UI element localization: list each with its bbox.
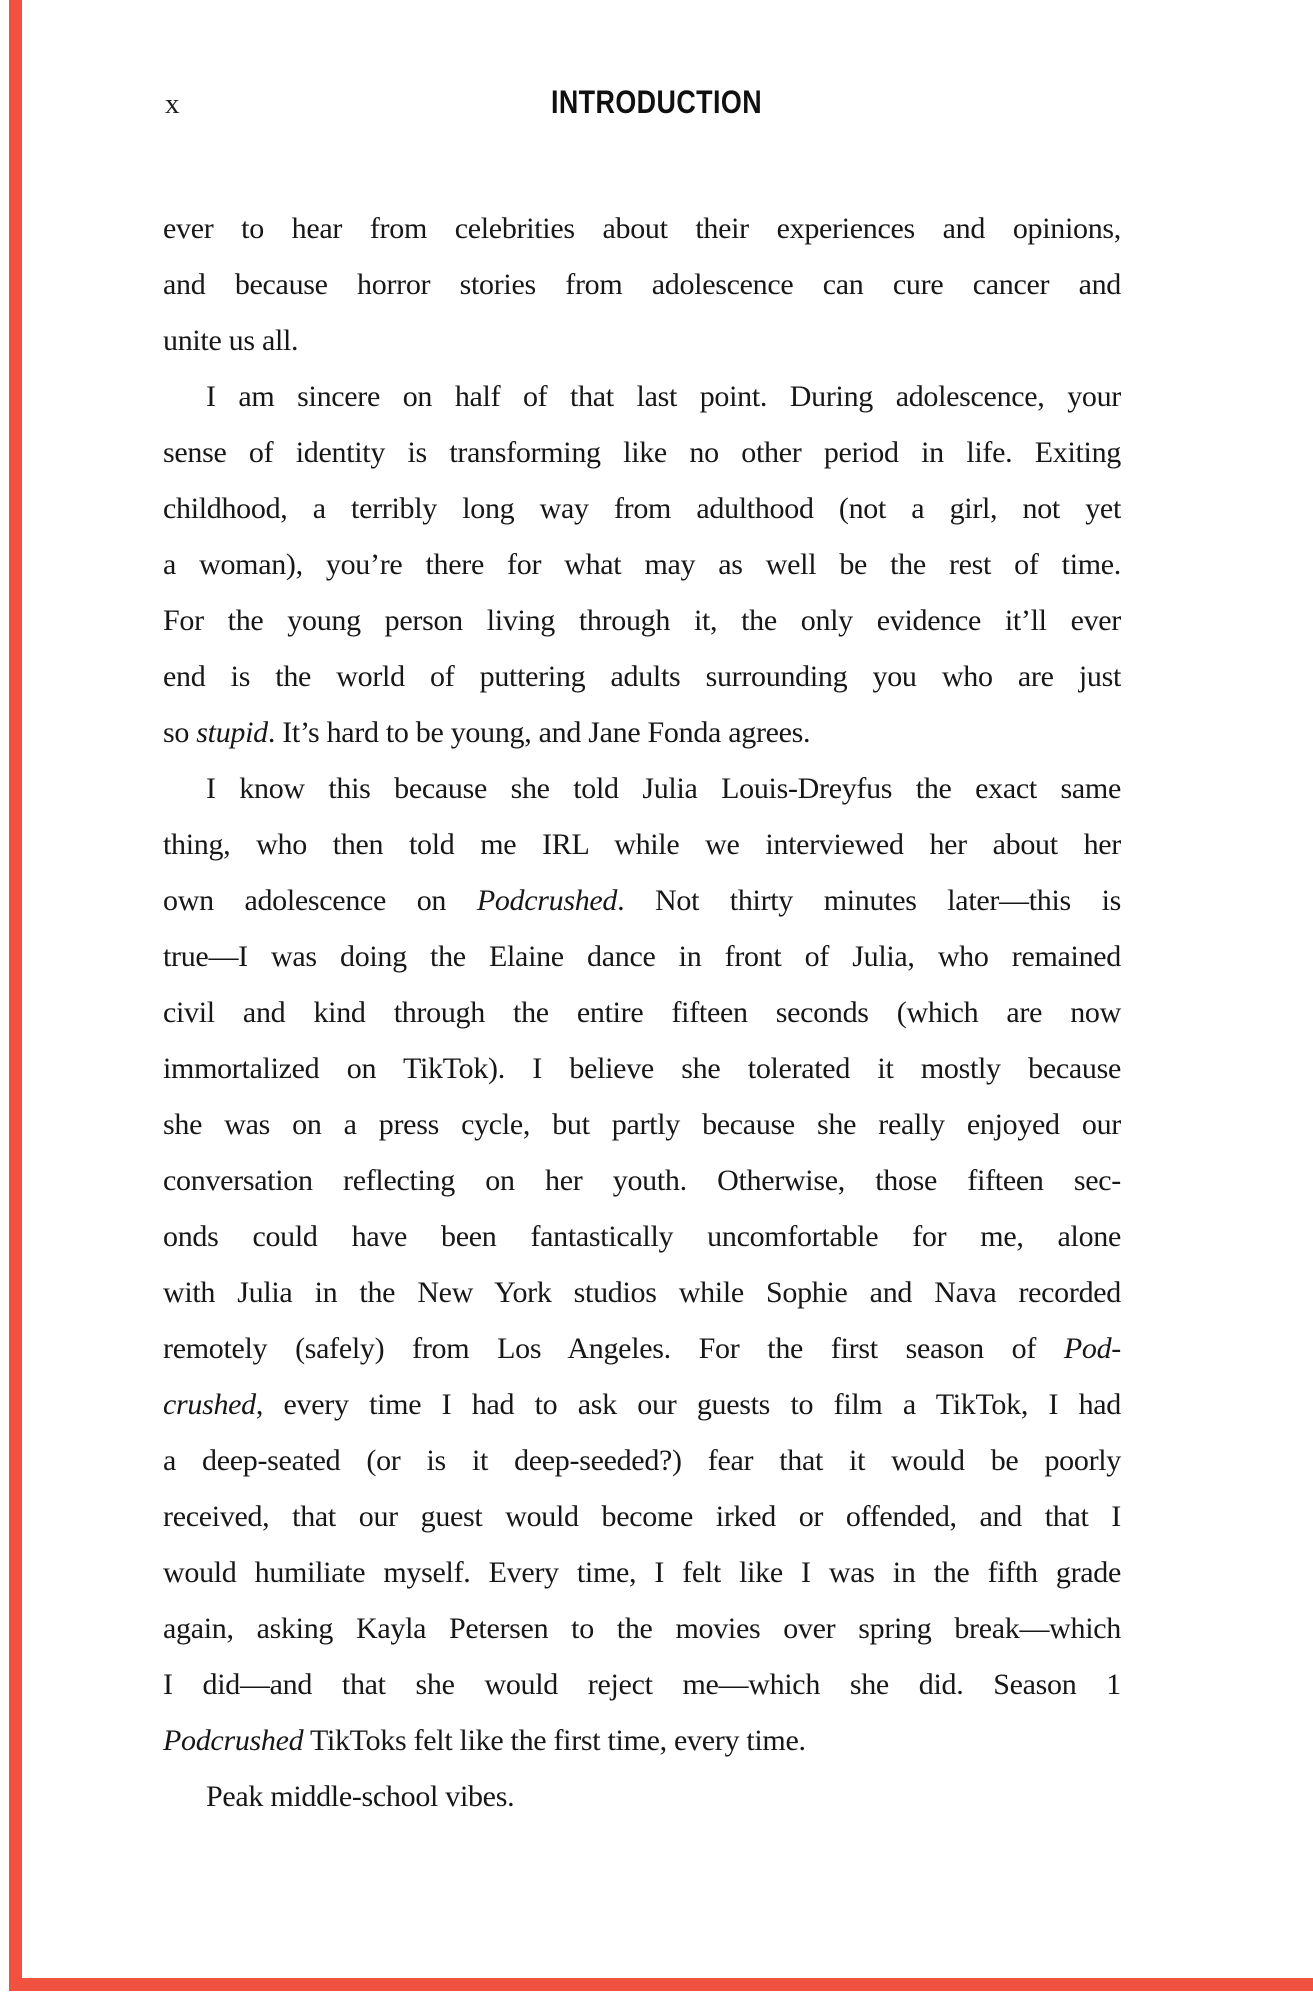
body-text-segment: , every time I had to ask our guests to film a TikTok, I had — [255, 1388, 1121, 1421]
body-text-segment: thing, who then told me IRL while we interviewed her about her — [163, 828, 1121, 861]
body-text-segment: a deep-seated (or is it deep-seeded?) fear that it would be poorly — [163, 1444, 1121, 1477]
chapter-header: INTRODUCTION — [550, 84, 763, 120]
cover-edge-bottom — [9, 1978, 1313, 1991]
body-text-segment: I know this because she told Julia Louis-Dreyfus the exact same — [206, 772, 1121, 805]
body-text-segment: true—I was doing the Elaine dance in front of Julia, who remained — [163, 940, 1121, 973]
text-line — [163, 257, 1121, 313]
body-text-segment: a woman), you’re there for what may as well be the rest of time. — [163, 548, 1121, 581]
body-text-segment: again, asking Kayla Petersen to the movies over spring break—which — [163, 1612, 1121, 1645]
italic-text: Pod- — [1063, 1332, 1121, 1365]
body-text-segment: . It’s hard to be young, and Jane Fonda agrees. — [267, 716, 811, 749]
text-line — [163, 201, 1121, 257]
text-line — [163, 1097, 1121, 1153]
body-text-segment: I am sincere on half of that last point. During adolescence, your — [206, 380, 1121, 413]
paragraph — [163, 761, 1121, 1769]
text-line — [163, 1769, 1121, 1825]
text-line — [163, 1601, 1121, 1657]
text-line — [163, 1657, 1121, 1713]
body-text-segment: so — [163, 716, 197, 749]
body-text-segment: onds could have been fantastically uncomfortable for me, alone — [163, 1220, 1121, 1253]
body-text-segment: I did—and that she would reject me—which she did. Season 1 — [163, 1668, 1121, 1701]
body-text-segment: sense of identity is transforming like no other period in life. Exiting — [163, 436, 1121, 469]
text-line — [163, 1377, 1121, 1433]
paragraph — [163, 369, 1121, 761]
body-text-segment: . Not thirty minutes later—this is — [617, 884, 1121, 917]
text-line — [163, 481, 1121, 537]
text-line — [163, 817, 1121, 873]
body-text-segment: with Julia in the New York studios while Sophie and Nava recorded — [163, 1276, 1121, 1309]
italic-text: crushed — [163, 1388, 256, 1421]
italic-text: Podcrushed — [163, 1724, 304, 1757]
text-line — [163, 705, 1121, 761]
body-text-segment: For the young person living through it, the only evidence it’ll ever — [163, 604, 1121, 637]
body-text-segment: civil and kind through the entire fifteen seconds (which are now — [163, 996, 1121, 1029]
text-line — [163, 1041, 1121, 1097]
text-line — [163, 313, 1121, 369]
text-line — [163, 1545, 1121, 1601]
cover-edge-left — [9, 0, 22, 1991]
body-text-segment: conversation reflecting on her youth. Otherwise, those fifteen sec- — [163, 1164, 1121, 1197]
text-line — [163, 1489, 1121, 1545]
italic-text: stupid — [196, 716, 268, 749]
body-text-segment: would humiliate myself. Every time, I felt like I was in the fifth grade — [163, 1556, 1121, 1589]
text-line — [163, 369, 1121, 425]
body-text-segment: and because horror stories from adolescence can cure cancer and — [163, 268, 1121, 301]
body-text-segment: remotely (safely) from Los Angeles. For the first season of — [163, 1332, 1064, 1365]
text-line — [163, 1265, 1121, 1321]
text-line — [163, 1713, 1121, 1769]
text-line — [163, 1153, 1121, 1209]
text-line — [163, 425, 1121, 481]
text-line — [163, 649, 1121, 705]
text-line — [163, 985, 1121, 1041]
body-text-segment: end is the world of puttering adults surrounding you who are just — [163, 660, 1121, 693]
text-line — [163, 873, 1121, 929]
page-number: x — [165, 88, 180, 120]
body-text-segment: childhood, a terribly long way from adulthood (not a girl, not yet — [163, 492, 1121, 525]
text-line — [163, 1433, 1121, 1489]
running-header — [163, 84, 1150, 126]
body-text-segment: immortalized on TikTok). I believe she tolerated it mostly because — [163, 1052, 1121, 1085]
text-line — [163, 1209, 1121, 1265]
paragraph — [163, 201, 1121, 369]
text-line — [163, 1321, 1121, 1377]
body-text-segment: unite us all. — [163, 324, 299, 357]
italic-text: Podcrushed — [476, 884, 618, 917]
page-body — [163, 201, 1121, 1825]
text-line — [163, 761, 1121, 817]
body-text-segment: she was on a press cycle, but partly because she really enjoyed our — [163, 1108, 1121, 1141]
body-text-segment: own adolescence on — [163, 884, 477, 917]
text-line — [163, 593, 1121, 649]
text-line — [163, 537, 1121, 593]
body-text-segment: Peak middle-school vibes. — [206, 1780, 515, 1813]
paragraph — [163, 1769, 1121, 1825]
text-line — [163, 929, 1121, 985]
body-text-segment: ever to hear from celebrities about their experiences and opinions, — [163, 212, 1121, 245]
body-text-segment: received, that our guest would become irked or offended, and that I — [163, 1500, 1121, 1533]
body-text-segment: TikToks felt like the first time, every time. — [303, 1724, 806, 1757]
